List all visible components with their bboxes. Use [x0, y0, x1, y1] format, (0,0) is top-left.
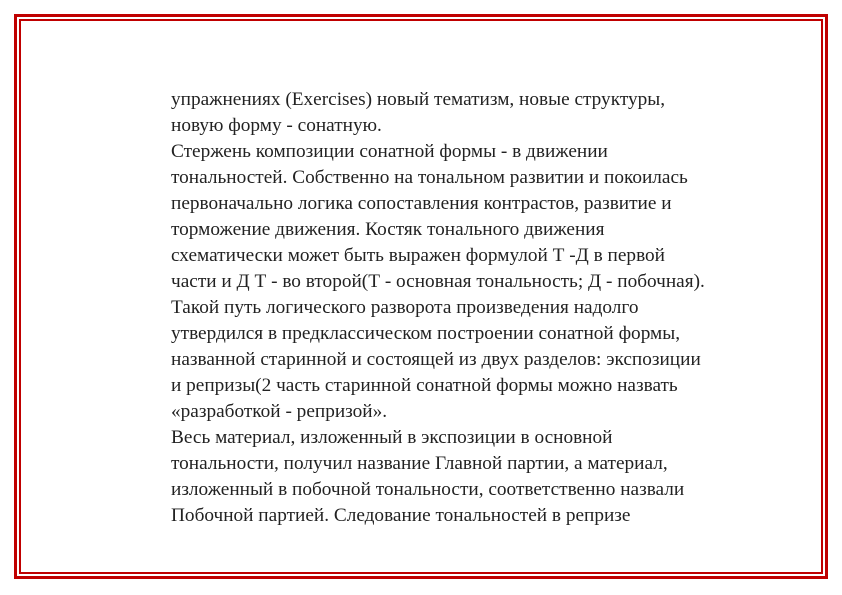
text-line: торможение движения. Костяк тонального движения — [171, 219, 605, 240]
text-line: новую форму - сонатную. — [171, 115, 382, 136]
text-line: упражнениях (Exercises) новый тематизм, новые структуры, — [171, 89, 666, 110]
text-line: Весь материал, изложенный в экспозиции в основной — [171, 427, 613, 448]
text-line: схематически может быть выражен формулой Т -Д в первой — [171, 245, 665, 266]
text-line: «разработкой - репризой». — [171, 401, 388, 422]
text-line: и репризы(2 часть старинной сонатной формы можно назвать — [171, 375, 678, 396]
text-line: первоначально логика сопоставления контрастов, развитие и — [171, 193, 672, 214]
text-line: Побочной партией. Следование тональностей в репризе — [171, 505, 631, 526]
text-line: Такой путь логического разворота произведения надолго — [171, 297, 639, 318]
text-line: тональности, получил название Главной партии, а материал, — [171, 453, 668, 474]
text-line: тональностей. Собственно на тональном развитии и покоилась — [171, 167, 688, 188]
text-line: части и Д Т - во второй(Т - основная тональность; Д - побочная). — [171, 271, 705, 292]
text-line: утвердился в предклассическом построении сонатной формы, — [171, 323, 681, 344]
text-line: изложенный в побочной тональности, соответственно назвали — [171, 479, 685, 500]
slide-body-text — [171, 87, 811, 529]
text-line: Стержень композиции сонатной формы - в движении — [171, 141, 608, 162]
text-line: названной старинной и состоящей из двух разделов: экспозиции — [171, 349, 701, 370]
